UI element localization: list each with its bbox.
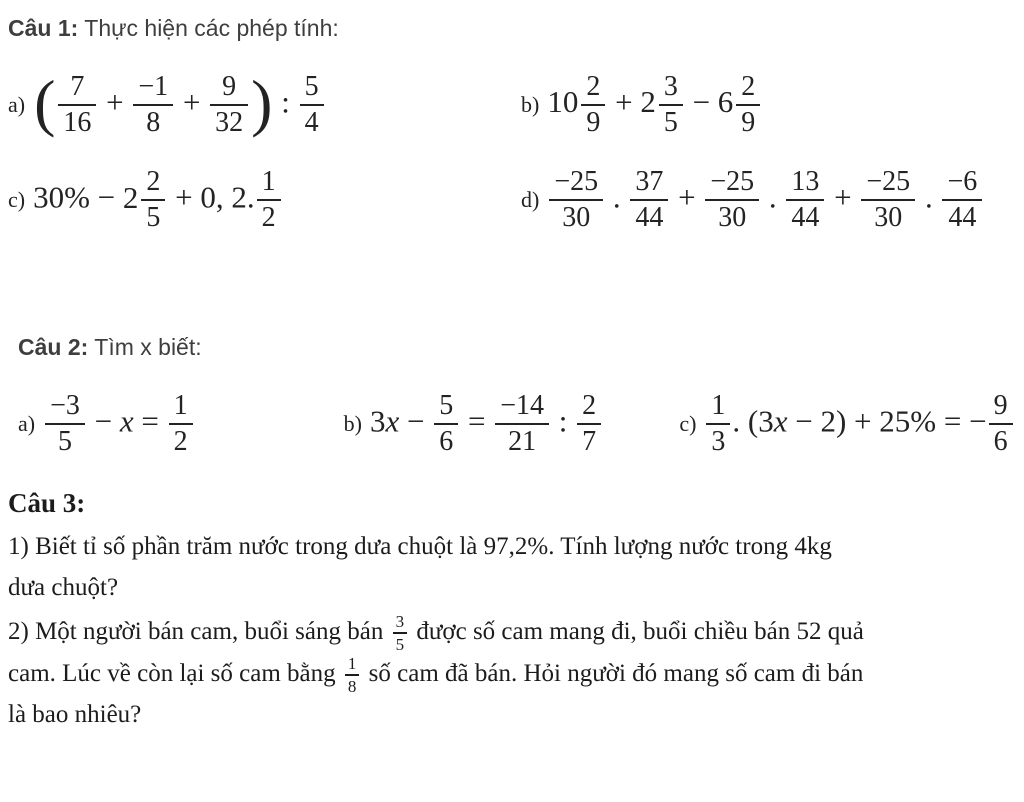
part-a-expression: $\frac{-3}{5}$ − x = $\frac{1}{2}$ [43, 392, 195, 457]
cau2-subtitle: Tìm x biết: [88, 333, 202, 360]
cau3-problem-1: 1) Biết tỉ số phần trăm nước trong dưa chuột là 97,2%. Tính lượng nước trong 4kg dưa chuột? [8, 533, 832, 601]
cau2-row [8, 389, 1010, 458]
part-b-label: b) [521, 92, 540, 118]
cau2-title: Câu 2: [18, 333, 89, 360]
cau1-part-b [509, 70, 1010, 139]
part-a-label: a) [18, 411, 36, 437]
cau1-title: Câu 1: [8, 15, 79, 41]
part-b-expression: 10 $\frac{2}{9}$ + 2 $\frac{3}{5}$ − 6 $\frac{2}{9}$ [547, 73, 762, 138]
part-b-label: b) [343, 411, 362, 437]
cau1-heading [8, 14, 1010, 43]
cau1-subtitle: Thực hiện các phép tính: [78, 15, 339, 41]
part-c-expression: $\frac{1}{3}$ . (3x − 2) + 25% = − $\frac{9}{6}$ [704, 392, 1014, 457]
part-c-expression: 30% − 2 $\frac{2}{5}$ + 0, 2. $\frac{1}{2}$ [33, 168, 283, 233]
cau1-part-c [8, 165, 509, 234]
part-c-label: c) [8, 187, 26, 213]
part-a-expression: ( $\frac{7}{16}$ + $\frac{-1}{8}$ + $\frac{9}{32}$ ) : $\frac{5}{4}$ [33, 73, 326, 138]
part-d-label: d) [521, 187, 540, 213]
cau2-part-b [343, 389, 680, 458]
part-d-expression: $\frac{-25}{30}$ . $\frac{37}{44}$ + $\frac{-25}{30}$ . $\frac{13}{44}$ + $\frac{-25}{30}$ . $\frac{-6}{44}$ [547, 168, 984, 233]
cau3-heading: Câu 3: [8, 487, 86, 518]
cau1-row-2 [8, 165, 1010, 234]
part-c-label: c) [679, 411, 697, 437]
part-a-label: a) [8, 92, 26, 118]
cau3-problem-2: 2) Một người bán cam, buổi sáng bán $\frac{3}{5}$ được số cam mang đi, buổi chiều bán 52 quả cam. Lúc về còn lại số cam bằng $\frac{1}{8}$ số cam đã bán. Hỏi người đó mang số cam đi bán là bao nhiêu? [8, 612, 864, 729]
part-b-expression: 3x − $\frac{5}{6}$ = $\frac{-14}{21}$ : $\frac{2}{7}$ [370, 392, 603, 457]
cau2-part-c [679, 389, 1010, 458]
cau2-part-a [8, 389, 344, 458]
cau1-part-d [509, 165, 1010, 234]
cau1-part-a [8, 67, 509, 139]
cau1-row-1 [8, 67, 1010, 139]
cau2-heading [8, 333, 1010, 362]
